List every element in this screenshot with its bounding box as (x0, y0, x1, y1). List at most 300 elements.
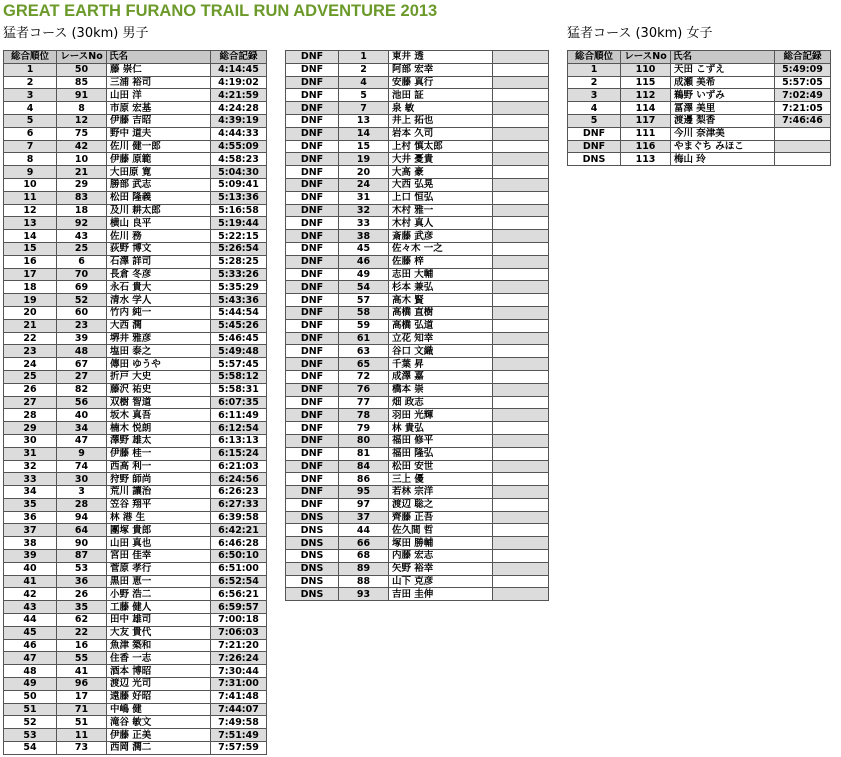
cell-rank: DNF (286, 370, 339, 383)
cell-rank: 17 (4, 268, 57, 281)
cell-rank: 18 (4, 281, 57, 294)
cell-rank: 38 (4, 537, 57, 550)
table-row (4, 601, 267, 614)
cell-race-no: 93 (339, 588, 389, 601)
cell-rank: DNS (286, 524, 339, 537)
cell-name: 高木 賢 (389, 294, 493, 307)
cell-time: 5:57:45 (211, 358, 267, 371)
table-row (286, 447, 549, 460)
cell-time: 7:30:44 (211, 665, 267, 678)
cell-time: 5:49:48 (211, 345, 267, 358)
cell-name: 東井 透 (389, 51, 493, 64)
cell-rank: DNF (286, 242, 339, 255)
cell-time (493, 511, 549, 524)
cell-time: 5:13:36 (211, 191, 267, 204)
cell-race-no: 58 (339, 306, 389, 319)
cell-race-no: 29 (57, 178, 107, 191)
cell-name: 泉 敏 (389, 102, 493, 115)
cell-race-no: 67 (57, 358, 107, 371)
cell-name: 永石 貴大 (107, 281, 211, 294)
cell-race-no: 59 (339, 319, 389, 332)
cell-time: 6:07:35 (211, 396, 267, 409)
cell-race-no: 90 (57, 537, 107, 550)
cell-name: 松田 安世 (389, 460, 493, 473)
cell-race-no: 73 (57, 742, 107, 755)
cell-race-no: 84 (339, 460, 389, 473)
cell-time (493, 486, 549, 499)
table-row (4, 498, 267, 511)
cell-time: 4:58:23 (211, 153, 267, 166)
cell-race-no: 61 (339, 332, 389, 345)
cell-race-no: 19 (339, 153, 389, 166)
cell-rank: 4 (568, 102, 621, 115)
cell-rank: DNF (286, 114, 339, 127)
cell-rank: DNF (286, 306, 339, 319)
table-row (4, 345, 267, 358)
men-dnf-table (285, 50, 549, 601)
cell-rank: 49 (4, 678, 57, 691)
cell-name: 菅原 孝行 (107, 562, 211, 575)
cell-race-no: 62 (57, 614, 107, 627)
header-name: 氏名 (107, 51, 211, 64)
cell-name: 渡邊 梨香 (671, 114, 775, 127)
table-row (4, 114, 267, 127)
table-row (4, 690, 267, 703)
cell-time (493, 114, 549, 127)
cell-time: 4:21:59 (211, 89, 267, 102)
cell-name: 伊藤 桂一 (107, 447, 211, 460)
women-section-label: 猛者コース (30km) 女子 (567, 26, 713, 41)
cell-race-no: 57 (339, 294, 389, 307)
table-row (4, 396, 267, 409)
cell-name: 林 港 生 (107, 511, 211, 524)
cell-name: 高橋 直樹 (389, 306, 493, 319)
cell-name: 渡辺 光司 (107, 678, 211, 691)
cell-rank: 16 (4, 255, 57, 268)
table-row (4, 166, 267, 179)
cell-name: 吉田 圭伸 (389, 588, 493, 601)
cell-time: 5:58:12 (211, 370, 267, 383)
cell-time (493, 434, 549, 447)
cell-time: 5:43:36 (211, 294, 267, 307)
cell-race-no: 70 (57, 268, 107, 281)
cell-time: 4:39:19 (211, 114, 267, 127)
table-row (4, 370, 267, 383)
cell-race-no: 94 (57, 511, 107, 524)
cell-rank: DNF (286, 102, 339, 115)
table-row (4, 281, 267, 294)
cell-race-no: 63 (339, 345, 389, 358)
cell-name: 大友 貴代 (107, 626, 211, 639)
cell-race-no: 31 (339, 191, 389, 204)
cell-name: 三上 優 (389, 473, 493, 486)
cell-name: 林 貴弘 (389, 422, 493, 435)
table-row (4, 242, 267, 255)
cell-time (775, 140, 831, 153)
cell-name: 團塚 貴郎 (107, 524, 211, 537)
cell-race-no: 116 (621, 140, 671, 153)
table-row (4, 153, 267, 166)
table-row (4, 127, 267, 140)
cell-time: 7:02:49 (775, 89, 831, 102)
cell-name: 三浦 裕司 (107, 76, 211, 89)
header-rank: 総合順位 (4, 51, 57, 64)
cell-name: 荻野 博文 (107, 242, 211, 255)
cell-rank: DNS (286, 537, 339, 550)
cell-name: 若林 宗洋 (389, 486, 493, 499)
cell-rank: 30 (4, 434, 57, 447)
cell-race-no: 86 (339, 473, 389, 486)
cell-rank: DNF (286, 498, 339, 511)
cell-race-no: 64 (57, 524, 107, 537)
cell-name: 魚津 築和 (107, 639, 211, 652)
cell-race-no: 66 (339, 537, 389, 550)
cell-time (493, 217, 549, 230)
cell-name: 千葉 昇 (389, 358, 493, 371)
cell-race-no: 33 (339, 217, 389, 230)
table-row (286, 281, 549, 294)
cell-rank: 4 (4, 102, 57, 115)
header-rank: 総合順位 (568, 51, 621, 64)
cell-race-no: 96 (57, 678, 107, 691)
cell-rank: 8 (4, 153, 57, 166)
cell-rank: DNF (286, 460, 339, 473)
cell-name: 杉本 兼弘 (389, 281, 493, 294)
cell-rank: 50 (4, 690, 57, 703)
cell-time: 5:09:41 (211, 178, 267, 191)
table-row (286, 191, 549, 204)
cell-rank: DNF (286, 332, 339, 345)
cell-race-no: 56 (57, 396, 107, 409)
cell-race-no: 68 (339, 550, 389, 563)
cell-time (493, 550, 549, 563)
table-row (4, 703, 267, 716)
cell-rank: DNF (286, 178, 339, 191)
cell-name: 山田 洋 (107, 89, 211, 102)
cell-rank: DNF (286, 217, 339, 230)
cell-time: 5:58:31 (211, 383, 267, 396)
cell-rank: 45 (4, 626, 57, 639)
cell-name: 佐藤 梓 (389, 255, 493, 268)
cell-rank: 24 (4, 358, 57, 371)
table-row (286, 204, 549, 217)
cell-name: 畑 政志 (389, 396, 493, 409)
table-row (286, 345, 549, 358)
table-row (286, 498, 549, 511)
table-row (286, 575, 549, 588)
cell-name: 長倉 冬彦 (107, 268, 211, 281)
cell-rank: DNF (286, 345, 339, 358)
table-row (286, 127, 549, 140)
table-row (4, 639, 267, 652)
cell-name: 冨澤 美里 (671, 102, 775, 115)
table-row (4, 652, 267, 665)
cell-time: 6:59:57 (211, 601, 267, 614)
cell-time (493, 396, 549, 409)
cell-name: 伊藤 原範 (107, 153, 211, 166)
table-row (286, 319, 549, 332)
cell-time: 7:41:48 (211, 690, 267, 703)
cell-race-no: 78 (339, 409, 389, 422)
cell-race-no: 17 (57, 690, 107, 703)
cell-rank: DNF (286, 383, 339, 396)
cell-rank: DNF (568, 140, 621, 153)
cell-rank: 29 (4, 422, 57, 435)
cell-rank: DNF (286, 473, 339, 486)
cell-rank: 22 (4, 332, 57, 345)
cell-rank: DNF (286, 230, 339, 243)
cell-time: 5:44:54 (211, 306, 267, 319)
cell-race-no: 9 (57, 447, 107, 460)
cell-rank: 20 (4, 306, 57, 319)
cell-rank: 5 (568, 114, 621, 127)
cell-name: 谷口 文織 (389, 345, 493, 358)
cell-race-no: 5 (339, 89, 389, 102)
cell-time: 7:49:58 (211, 716, 267, 729)
cell-name: 勝部 武志 (107, 178, 211, 191)
cell-race-no: 43 (57, 230, 107, 243)
cell-time: 4:24:28 (211, 102, 267, 115)
cell-rank: DNF (286, 409, 339, 422)
cell-name: 成澤 嘉 (389, 370, 493, 383)
cell-rank: 37 (4, 524, 57, 537)
cell-race-no: 95 (339, 486, 389, 499)
cell-rank: DNF (286, 294, 339, 307)
table-row (286, 409, 549, 422)
cell-time: 6:24:56 (211, 473, 267, 486)
cell-race-no: 48 (57, 345, 107, 358)
cell-time: 5:16:58 (211, 204, 267, 217)
table-row (286, 396, 549, 409)
cell-race-no: 4 (339, 76, 389, 89)
cell-rank: DNF (286, 153, 339, 166)
cell-name: 小野 浩二 (107, 588, 211, 601)
cell-name: 伊藤 吉昭 (107, 114, 211, 127)
cell-name: 折戸 大史 (107, 370, 211, 383)
table-row (568, 63, 831, 76)
table-row (4, 742, 267, 755)
cell-rank: 40 (4, 562, 57, 575)
cell-rank: 52 (4, 716, 57, 729)
cell-time (493, 588, 549, 601)
cell-race-no: 22 (57, 626, 107, 639)
cell-time: 5:19:44 (211, 217, 267, 230)
cell-time: 5:46:45 (211, 332, 267, 345)
cell-time: 5:45:26 (211, 319, 267, 332)
cell-race-no: 114 (621, 102, 671, 115)
cell-time (493, 562, 549, 575)
table-row (4, 383, 267, 396)
table-row (4, 204, 267, 217)
table-row (286, 89, 549, 102)
cell-race-no: 15 (339, 140, 389, 153)
cell-name: 佐久間 哲 (389, 524, 493, 537)
cell-race-no: 53 (57, 562, 107, 575)
cell-time (493, 51, 549, 64)
cell-race-no: 42 (57, 140, 107, 153)
cell-name: 橋本 崇 (389, 383, 493, 396)
table-row (286, 294, 549, 307)
cell-rank: DNF (286, 422, 339, 435)
cell-rank: 27 (4, 396, 57, 409)
cell-time (493, 370, 549, 383)
table-row (4, 217, 267, 230)
cell-race-no: 25 (57, 242, 107, 255)
cell-rank: 47 (4, 652, 57, 665)
cell-time (493, 422, 549, 435)
cell-name: 齊藤 正吾 (389, 511, 493, 524)
cell-rank: DNF (286, 89, 339, 102)
cell-rank: 2 (568, 76, 621, 89)
cell-time (493, 306, 549, 319)
cell-race-no: 79 (339, 422, 389, 435)
cell-time (493, 281, 549, 294)
table-row (286, 434, 549, 447)
cell-rank: 34 (4, 486, 57, 499)
cell-time (493, 153, 549, 166)
cell-race-no: 81 (339, 447, 389, 460)
cell-race-no: 8 (57, 102, 107, 115)
cell-rank: DNF (568, 127, 621, 140)
cell-rank: DNF (286, 140, 339, 153)
cell-race-no: 10 (57, 153, 107, 166)
cell-time (493, 166, 549, 179)
cell-rank: 1 (568, 63, 621, 76)
cell-race-no: 2 (339, 63, 389, 76)
cell-time (493, 319, 549, 332)
cell-race-no: 38 (339, 230, 389, 243)
table-row (4, 729, 267, 742)
cell-time (775, 127, 831, 140)
cell-rank: DNF (286, 358, 339, 371)
table-row (568, 102, 831, 115)
cell-time: 5:57:05 (775, 76, 831, 89)
table-row (4, 626, 267, 639)
table-row (286, 486, 549, 499)
cell-rank: 15 (4, 242, 57, 255)
cell-time: 7:26:24 (211, 652, 267, 665)
table-row (4, 447, 267, 460)
table-header-row (568, 51, 831, 64)
cell-rank: 7 (4, 140, 57, 153)
table-row (4, 422, 267, 435)
cell-race-no: 97 (339, 498, 389, 511)
cell-race-no: 111 (621, 127, 671, 140)
cell-race-no: 27 (57, 370, 107, 383)
cell-rank: 46 (4, 639, 57, 652)
cell-rank: 14 (4, 230, 57, 243)
table-header-row (4, 51, 267, 64)
cell-name: 佐川 健一郎 (107, 140, 211, 153)
cell-race-no: 30 (57, 473, 107, 486)
cell-race-no: 47 (57, 434, 107, 447)
table-row (4, 665, 267, 678)
table-row (286, 153, 549, 166)
table-row (568, 153, 831, 166)
cell-race-no: 82 (57, 383, 107, 396)
cell-race-no: 49 (339, 268, 389, 281)
cell-time: 7:57:59 (211, 742, 267, 755)
cell-time: 5:04:30 (211, 166, 267, 179)
table-row (4, 89, 267, 102)
cell-name: 宮田 佳幸 (107, 550, 211, 563)
cell-rank: 23 (4, 345, 57, 358)
table-row (4, 486, 267, 499)
cell-name: 安藤 真行 (389, 76, 493, 89)
cell-time (493, 332, 549, 345)
cell-race-no: 80 (339, 434, 389, 447)
table-row (4, 319, 267, 332)
cell-name: 笠谷 翔平 (107, 498, 211, 511)
cell-race-no: 40 (57, 409, 107, 422)
cell-name: 山下 克彦 (389, 575, 493, 588)
table-row (4, 588, 267, 601)
table-row (286, 166, 549, 179)
cell-name: 志田 大輔 (389, 268, 493, 281)
cell-name: 中嶋 健 (107, 703, 211, 716)
cell-time: 7:44:07 (211, 703, 267, 716)
cell-name: 佐々木 一之 (389, 242, 493, 255)
cell-time: 4:44:33 (211, 127, 267, 140)
cell-time (493, 498, 549, 511)
cell-name: 双樹 智道 (107, 396, 211, 409)
cell-rank: 43 (4, 601, 57, 614)
cell-rank: DNF (286, 281, 339, 294)
cell-name: 狩野 師尚 (107, 473, 211, 486)
cell-name: 工藤 健人 (107, 601, 211, 614)
cell-time: 5:35:29 (211, 281, 267, 294)
cell-name: 横山 良平 (107, 217, 211, 230)
cell-name: やまぐち みほこ (671, 140, 775, 153)
cell-rank: 11 (4, 191, 57, 204)
cell-name: 松田 隆義 (107, 191, 211, 204)
cell-race-no: 1 (339, 51, 389, 64)
cell-time (493, 230, 549, 243)
cell-race-no: 36 (57, 575, 107, 588)
cell-name: 山田 真也 (107, 537, 211, 550)
table-row (286, 76, 549, 89)
cell-rank: DNS (286, 588, 339, 601)
cell-race-no: 50 (57, 63, 107, 76)
cell-race-no: 20 (339, 166, 389, 179)
table-row (4, 76, 267, 89)
cell-rank: 1 (4, 63, 57, 76)
cell-race-no: 52 (57, 294, 107, 307)
cell-time (493, 345, 549, 358)
cell-name: 羽田 光輝 (389, 409, 493, 422)
cell-time (493, 409, 549, 422)
cell-race-no: 117 (621, 114, 671, 127)
table-row (4, 332, 267, 345)
header-name: 氏名 (671, 51, 775, 64)
table-row (286, 102, 549, 115)
cell-name: 石澤 詳司 (107, 255, 211, 268)
cell-rank: DNF (286, 319, 339, 332)
cell-name: 渡辺 聡之 (389, 498, 493, 511)
cell-name: 高橋 弘道 (389, 319, 493, 332)
cell-time: 6:56:21 (211, 588, 267, 601)
cell-time (493, 268, 549, 281)
cell-name: 酒本 博昭 (107, 665, 211, 678)
cell-name: 上口 恒弘 (389, 191, 493, 204)
cell-name: 大高 豪 (389, 166, 493, 179)
cell-time: 6:13:13 (211, 434, 267, 447)
cell-race-no: 41 (57, 665, 107, 678)
cell-time (493, 447, 549, 460)
cell-race-no: 16 (57, 639, 107, 652)
cell-name: 塚田 勝輔 (389, 537, 493, 550)
table-row (286, 422, 549, 435)
